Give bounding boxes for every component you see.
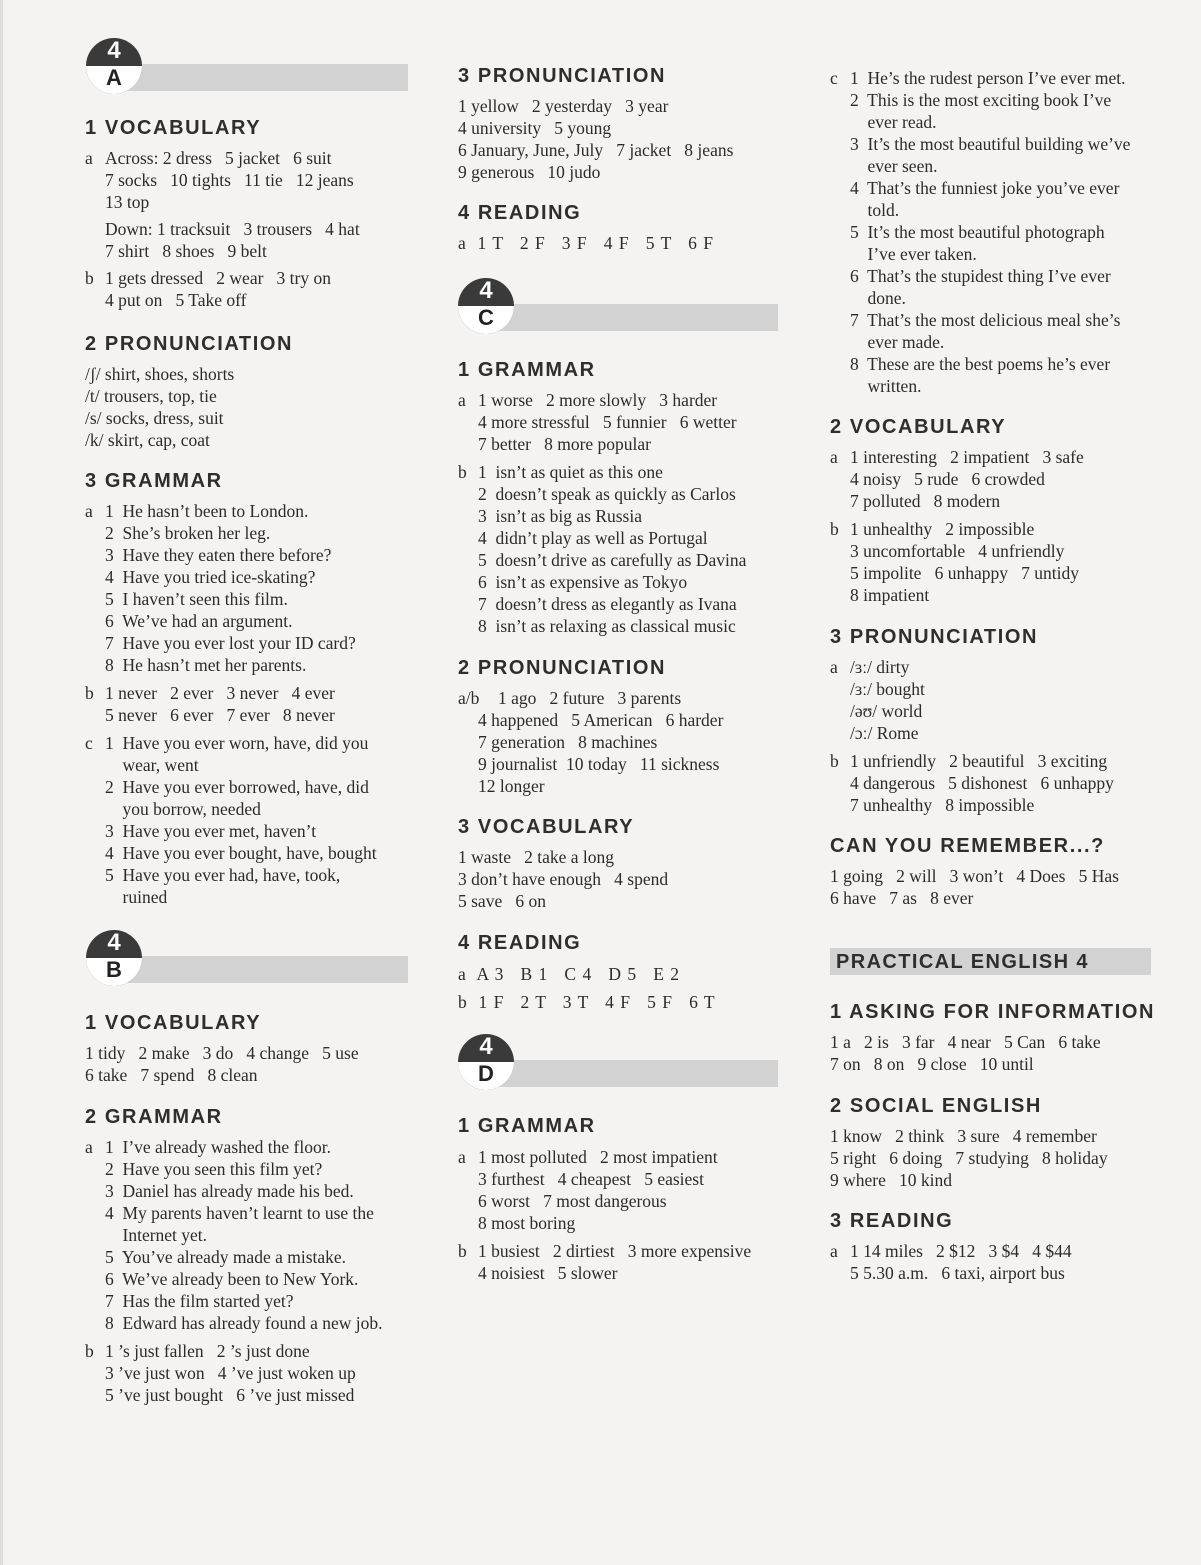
vocabulary-answers: 1 waste 2 take a long 3 don’t have enough 4 spend 5 save 6 on: [458, 847, 669, 911]
grammar-answers: a 1 most polluted 2 most impatient 3 furthest 4 cheapest 5 easiest 6 worst 7 most dangerous 8 most boring b 1 busiest 2 dirtiest 3 more expensive 4 noisiest 5 slower: [458, 1147, 752, 1283]
unit-header-bar: [106, 956, 408, 983]
section-title: 1 VOCABULARY: [85, 117, 262, 139]
unit-number: 4: [107, 930, 121, 956]
section-title: 3 VOCABULARY: [458, 816, 635, 838]
unit-disc: [86, 38, 142, 94]
unit-letter: C: [478, 305, 494, 330]
page-edge: [0, 0, 3, 1565]
pronunciation-answers: 1 yellow 2 yesterday 3 year 4 university 5 young 6 January, June, July 7 jacket 8 jeans 9 generous 10 judo: [458, 96, 734, 182]
section-title: 3 PRONUNCIATION: [830, 626, 1039, 648]
section-title: 3 READING: [830, 1210, 954, 1232]
section-title: CAN YOU REMEMBER...?: [830, 835, 1105, 857]
section-title: 4 READING: [458, 932, 582, 954]
unit-disc: [458, 278, 514, 334]
section-title: 1 VOCABULARY: [85, 1012, 262, 1034]
vocabulary-answers: a 1 interesting 2 impatient 3 safe 4 noisy 5 rude 6 crowded 7 polluted 8 modern b 1 unhealthy 2 impossible 3 uncomfortable 4 unfriendly 5 impolite 6 unhappy 7 untidy 8 impatient: [830, 447, 1084, 605]
section-title: 3 PRONUNCIATION: [458, 65, 667, 87]
section-title: 1 GRAMMAR: [458, 359, 596, 381]
unit-number: 4: [479, 278, 493, 304]
section-title: 2 SOCIAL ENGLISH: [830, 1095, 1042, 1117]
reading-answers: a A 3 B 1 C 4 D 5 E 2 b 1 F 2 T 3 T 4 F 5 F 6 T: [458, 964, 716, 1012]
unit-number: 4: [107, 38, 121, 64]
unit-badge-4b: [86, 930, 408, 990]
section-title: 3 GRAMMAR: [85, 470, 223, 492]
unit-badge-4a: [86, 38, 408, 98]
reading-answers: a 1 14 miles 2 $12 3 $4 4 $44 5 5.30 a.m. 6 taxi, airport bus: [830, 1241, 1072, 1283]
unit-disc: [458, 1034, 514, 1090]
unit-disc: [86, 930, 142, 986]
unit-badge-4c: [458, 278, 780, 338]
section-title: 2 GRAMMAR: [85, 1106, 223, 1128]
section-title: 4 READING: [458, 202, 582, 224]
remember-answers: 1 going 2 will 3 won’t 4 Does 5 Has 6 have 7 as 8 ever: [830, 866, 1119, 908]
section-title: 1 ASKING FOR INFORMATION: [830, 1001, 1156, 1023]
practical-english-header: [830, 948, 1151, 975]
unit-header-bar: [478, 304, 778, 331]
unit-header-bar: [106, 64, 408, 91]
vocabulary-answers: a Across: 2 dress 5 jacket 6 suit 7 socks 10 tights 11 tie 12 jeans 13 top Down: 1 tracksuit 3 trousers 4 hat 7 shirt 8 shoes 9 belt b 1 gets dressed 2 wear 3 try on 4 put on 5 Take off: [85, 148, 360, 310]
grammar-answers: a 1 worse 2 more slowly 3 harder 4 more stressful 5 funnier 6 wetter 7 better 8 more popular b 1 isn’t as quiet as this one 2 doesn’t speak as quickly as Carlos 3 isn’t as big as Russia 4 didn’t play as well as Portugal 5 doesn’t drive as carefully as Davina 6 isn’t as expensive as Tokyo 7 doesn’t dress as elegantly as Ivana 8 isn’t as relaxing as classical music: [458, 390, 747, 636]
pronunciation-answers: a/b 1 ago 2 future 3 parents 4 happened 5 American 6 harder 7 generation 8 machines 9 journalist 10 today 11 sickness 12 longer: [458, 688, 724, 796]
pronunciation-answers: /ʃ/ shirt, shoes, shorts /t/ trousers, top, tie /s/ socks, dress, suit /k/ skirt, cap, coat: [85, 364, 235, 450]
section-title: 2 PRONUNCIATION: [85, 333, 294, 355]
unit-header-bar: [478, 1060, 778, 1087]
section-title: 2 PRONUNCIATION: [458, 657, 667, 679]
social-english-answers: 1 know 2 think 3 sure 4 remember 5 right 6 doing 7 studying 8 holiday 9 where 10 kind: [830, 1126, 1108, 1190]
pronunciation-answers: a /ɜː/ dirty /ɜː/ bought /əʊ/ world /ɔː/ Rome b 1 unfriendly 2 beautiful 3 exciting 4 dangerous 5 dishonest 6 unhappy 7 unhealthy 8 impossible: [830, 657, 1114, 815]
reading-answers: a 1 T 2 F 3 F 4 F 5 T 6 F: [458, 233, 714, 253]
section-title: 1 GRAMMAR: [458, 1115, 596, 1137]
grammar-answers-c: c 1 He’s the rudest person I’ve ever met. 2 This is the most exciting book I’ve ever read. 3 It’s the most beautiful building we’ve ever seen. 4 That’s the funniest joke you’ve ever told. 5 It’s the most beautiful photograph I’ve ever taken. 6 That’s the stupidest thing I’ve ever done. 7 That’s the most delicious meal she’s ever made. 8 These are the best poems he’s ever written.: [830, 68, 1131, 396]
grammar-answers: a 1 He hasn’t been to London. 2 She’s broken her leg. 3 Have they eaten there before? 4 Have you tried ice-skating? 5 I haven’t seen this film. 6 We’ve had an argument. 7 Have you ever lost your ID card? 8 He hasn’t met her parents. b 1 never 2 ever 3 never 4 ever 5 never 6 ever 7 ever 8 never c 1 Have you ever worn, have, did you wear, went 2 Have you ever borrowed, have, did you borrow, needed 3 Have you ever met, haven’t 4 Have you ever bought, have, bought 5 Have you ever had, have, took, ruined: [85, 501, 377, 907]
practical-english-title: PRACTICAL ENGLISH 4: [836, 951, 1089, 973]
vocabulary-answers: 1 tidy 2 make 3 do 4 change 5 use 6 take 7 spend 8 clean: [85, 1043, 359, 1085]
asking-info-answers: 1 a 2 is 3 far 4 near 5 Can 6 take 7 on 8 on 9 close 10 until: [830, 1032, 1101, 1074]
grammar-answers: a 1 I’ve already washed the floor. 2 Have you seen this film yet? 3 Daniel has already made his bed. 4 My parents haven’t learnt to use the Internet yet. 5 You’ve already made a mistake. 6 We’ve already been to New York. 7 Has the film started yet? 8 Edward has already found a new job. b 1 ’s just fallen 2 ’s just done 3 ’ve just won 4 ’ve just woken up 5 ’ve just bought 6 ’ve just missed: [85, 1137, 383, 1405]
unit-number: 4: [479, 1034, 493, 1060]
unit-letter: D: [478, 1061, 494, 1086]
unit-letter: B: [106, 957, 122, 982]
unit-badge-4d: [458, 1034, 780, 1094]
unit-letter: A: [106, 65, 122, 90]
section-title: 2 VOCABULARY: [830, 416, 1007, 438]
